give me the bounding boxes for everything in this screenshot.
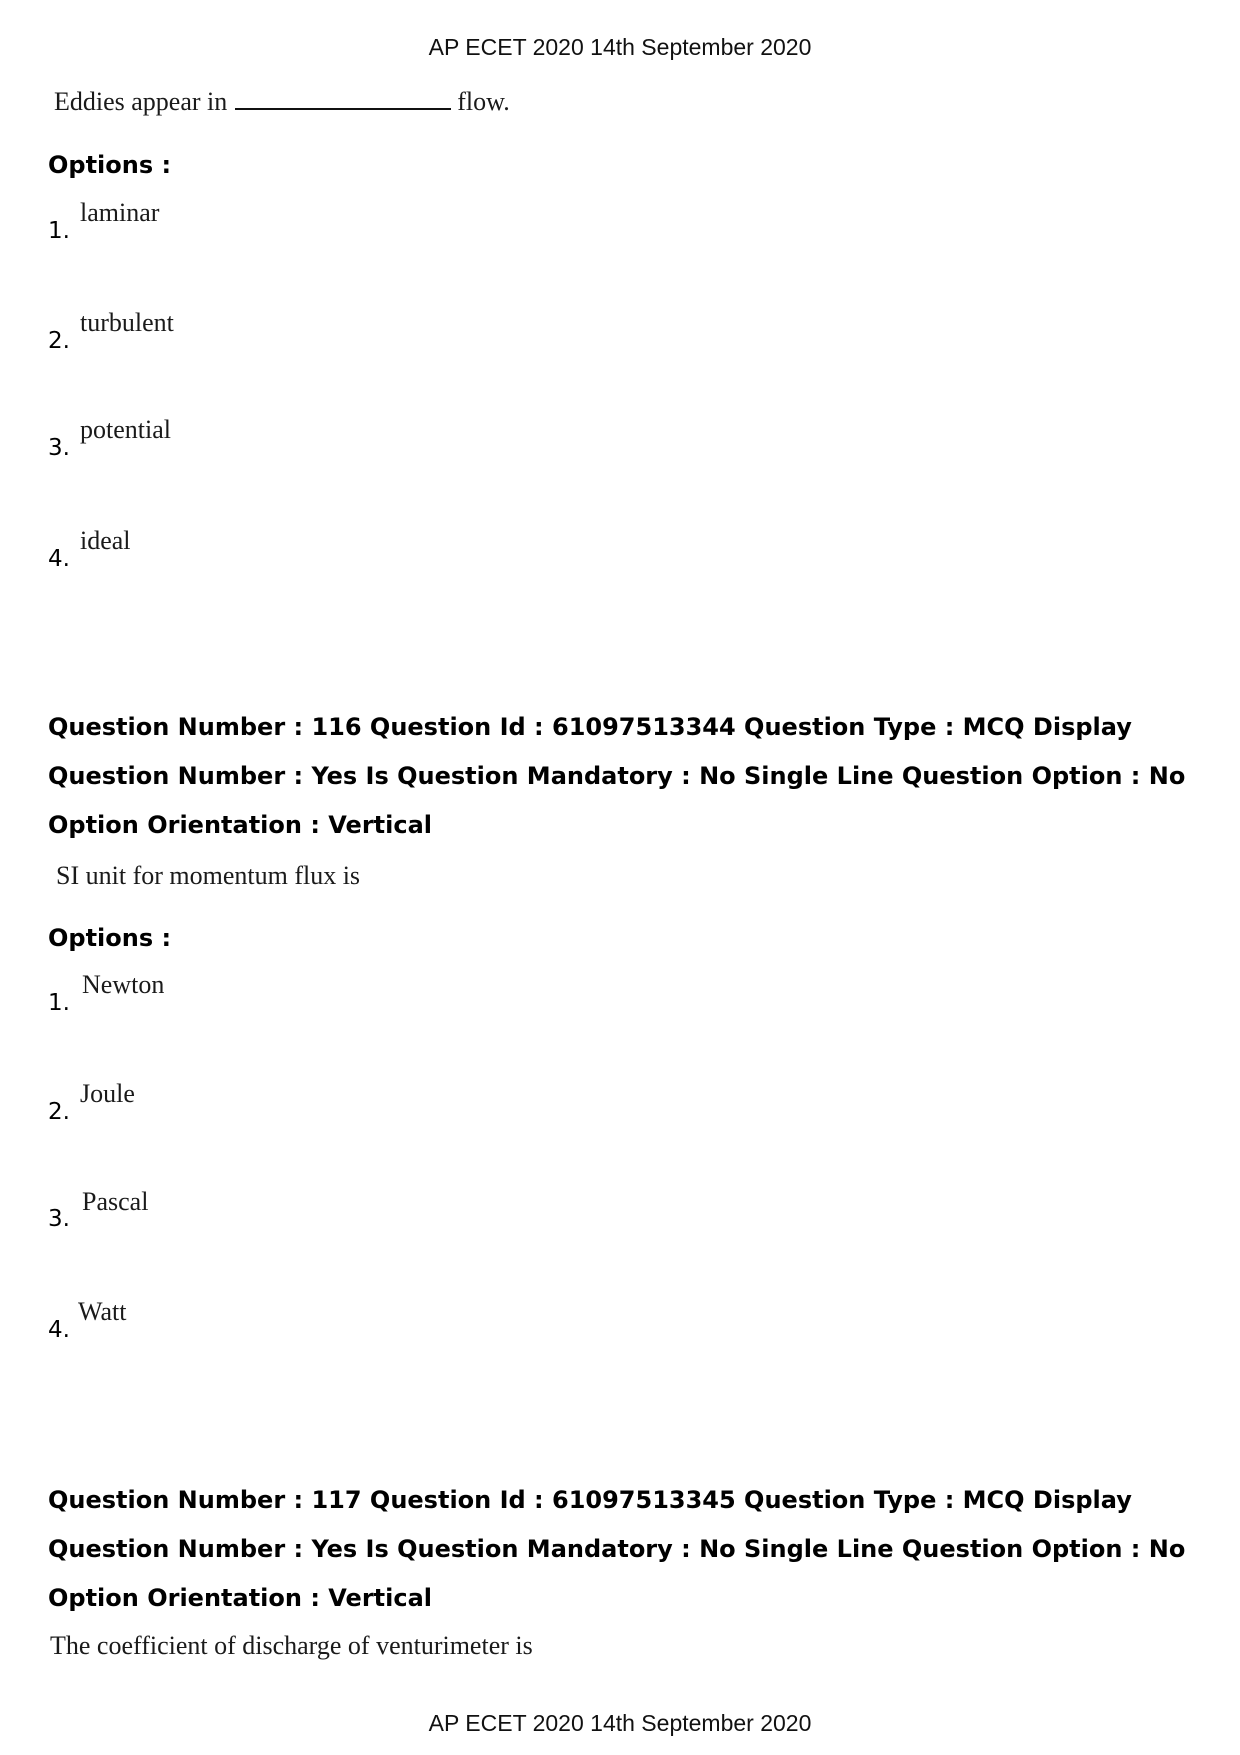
option-text: laminar — [80, 198, 160, 227]
options-label: Options : — [48, 151, 172, 179]
option-text: potential — [80, 415, 171, 444]
options-label: Options : — [48, 924, 172, 952]
option-number: 1. — [48, 990, 70, 1016]
fill-blank — [235, 86, 451, 110]
option-number: 1. — [48, 218, 70, 244]
question-116-meta: Question Number : 116 Question Id : 61097513344 Question Type : MCQ Display Question Number : Yes Is Question Mandatory : No Single Line Question Option : No Option Orientation : Vertical — [48, 713, 1186, 839]
question-117-meta: Question Number : 117 Question Id : 61097513345 Question Type : MCQ Display Question Number : Yes Is Question Mandatory : No Single Line Question Option : No Option Orientation : Vertical — [48, 1486, 1186, 1612]
option-text: Watt — [78, 1297, 127, 1326]
option-text: ideal — [80, 526, 131, 555]
option-text: Newton — [82, 970, 165, 999]
option-number: 3. — [48, 1206, 70, 1232]
question-115-text — [54, 86, 510, 117]
question-115-text-after: flow. — [457, 87, 510, 116]
option-number: 4. — [48, 1317, 70, 1343]
page-header: AP ECET 2020 14th September 2020 — [428, 34, 812, 60]
option-number: 4. — [48, 546, 70, 572]
question-115-text-before: Eddies appear in — [54, 87, 228, 116]
option-number: 2. — [48, 1099, 70, 1125]
option-number: 3. — [48, 435, 70, 461]
question-116-text: SI unit for momentum flux is — [56, 861, 361, 890]
option-text: turbulent — [80, 308, 174, 337]
page-footer: AP ECET 2020 14th September 2020 — [428, 1710, 812, 1736]
question-117-text: The coefficient of discharge of venturimeter is — [50, 1631, 533, 1660]
option-text: Joule — [80, 1079, 135, 1108]
option-text: Pascal — [82, 1187, 149, 1216]
option-number: 2. — [48, 328, 70, 354]
